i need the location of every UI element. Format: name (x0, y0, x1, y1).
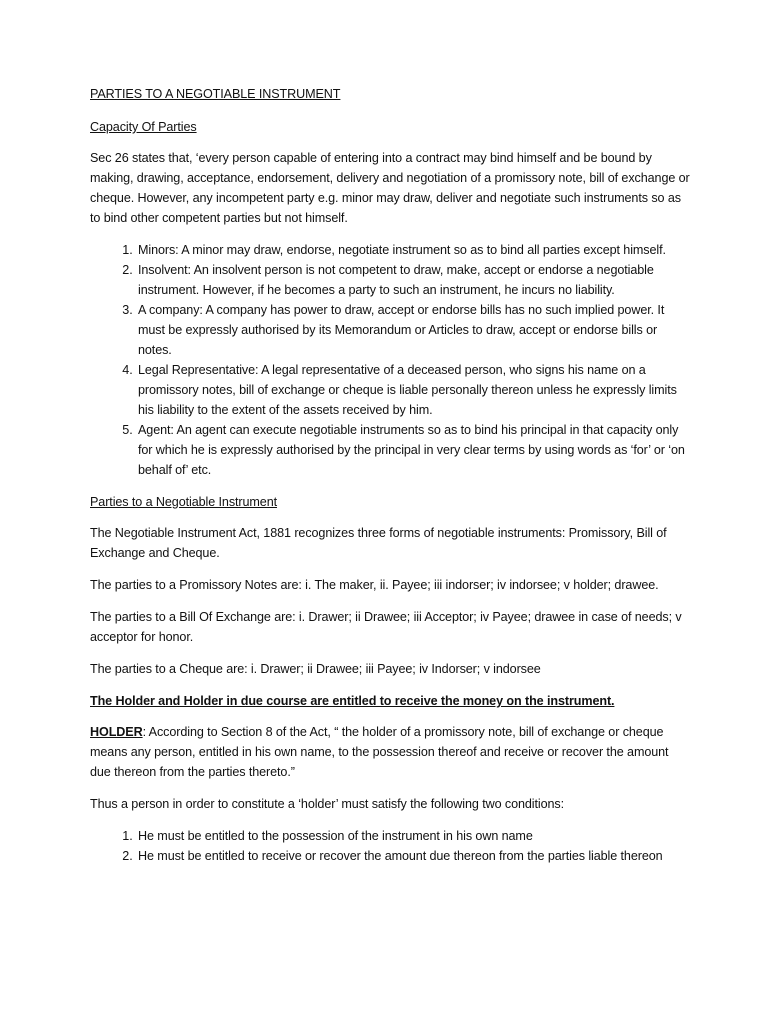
list-item-agent: 5. Agent: An agent can execute negotiable instruments so as to bind his principal in that capacity only for which he is expressly authorised by the principal in very clear terms by using words as ‘for’ or ‘on behalf of’ etc. (136, 420, 690, 480)
condition-item: 2. He must be entitled to receive or recover the amount due thereon from the parties liable thereon (136, 846, 690, 866)
holder-definition: : According to Section 8 of the Act, “ the holder of a promissory note, bill of exchange or cheque means any person, entitled in his own name, to the possession thereof and receive or recover the amount due thereon from the parties thereto.” (90, 725, 669, 779)
cheque-parties-paragraph: The parties to a Cheque are: i. Drawer; ii Drawee; iii Payee; iv Indorser; v indorsee (90, 662, 541, 676)
condition-item: 1. He must be entitled to the possession of the instrument in his own name (136, 826, 690, 846)
conditions-list (90, 826, 690, 866)
holder-label: HOLDER (90, 725, 143, 739)
capacity-of-parties-heading: Capacity Of Parties (90, 120, 197, 134)
holder-heading: The Holder and Holder in due course are entitled to receive the money on the instrument. (90, 694, 615, 708)
promissory-parties-paragraph: The parties to a Promissory Notes are: i. The maker, ii. Payee; iii indorser; iv indorsee; v holder; drawee. (90, 578, 659, 592)
list-item-legal-representative: 4. Legal Representative: A legal representative of a deceased person, who signs his name on a promissory notes, bill of exchange or cheque is liable personally thereon unless he expressly limits his liability to the extent of the assets received by him. (136, 360, 690, 420)
list-item-minors: 1. Minors: A minor may draw, endorse, negotiate instrument so as to bind all parties except himself. (136, 240, 690, 260)
document-title: PARTIES TO A NEGOTIABLE INSTRUMENT (90, 87, 341, 101)
document-page (90, 84, 690, 878)
act-paragraph: The Negotiable Instrument Act, 1881 recognizes three forms of negotiable instruments: Promissory, Bill of Exchange and Cheque. (90, 526, 667, 560)
conditions-intro: Thus a person in order to constitute a ‘holder’ must satisfy the following two conditions: (90, 797, 565, 811)
section-26-paragraph: Sec 26 states that, ‘every person capable of entering into a contract may bind himself and be bound by making, drawing, acceptance, endorsement, delivery and negotiation of a promissory note, bill of exchange or cheque. However, any incompetent party e.g. minor may draw, deliver and negotiate such instruments so as to bind other competent parties but not himself. (90, 151, 690, 225)
holder-paragraph (90, 722, 690, 782)
capacity-list (90, 240, 690, 480)
bill-parties-paragraph: The parties to a Bill Of Exchange are: i. Drawer; ii Drawee; iii Acceptor; iv Payee; drawee in case of needs; v acceptor for honor. (90, 610, 682, 644)
parties-heading: Parties to a Negotiable Instrument (90, 495, 278, 509)
list-item-insolvent: 2. Insolvent: An insolvent person is not competent to draw, make, accept or endorse a negotiable instrument. However, if he becomes a party to such an instrument, he incurs no liability. (136, 260, 690, 300)
list-item-company: 3. A company: A company has power to draw, accept or endorse bills has no such implied power. It must be expressly authorised by its Memorandum or Articles to draw, accept or endorse bills or notes. (136, 300, 690, 360)
